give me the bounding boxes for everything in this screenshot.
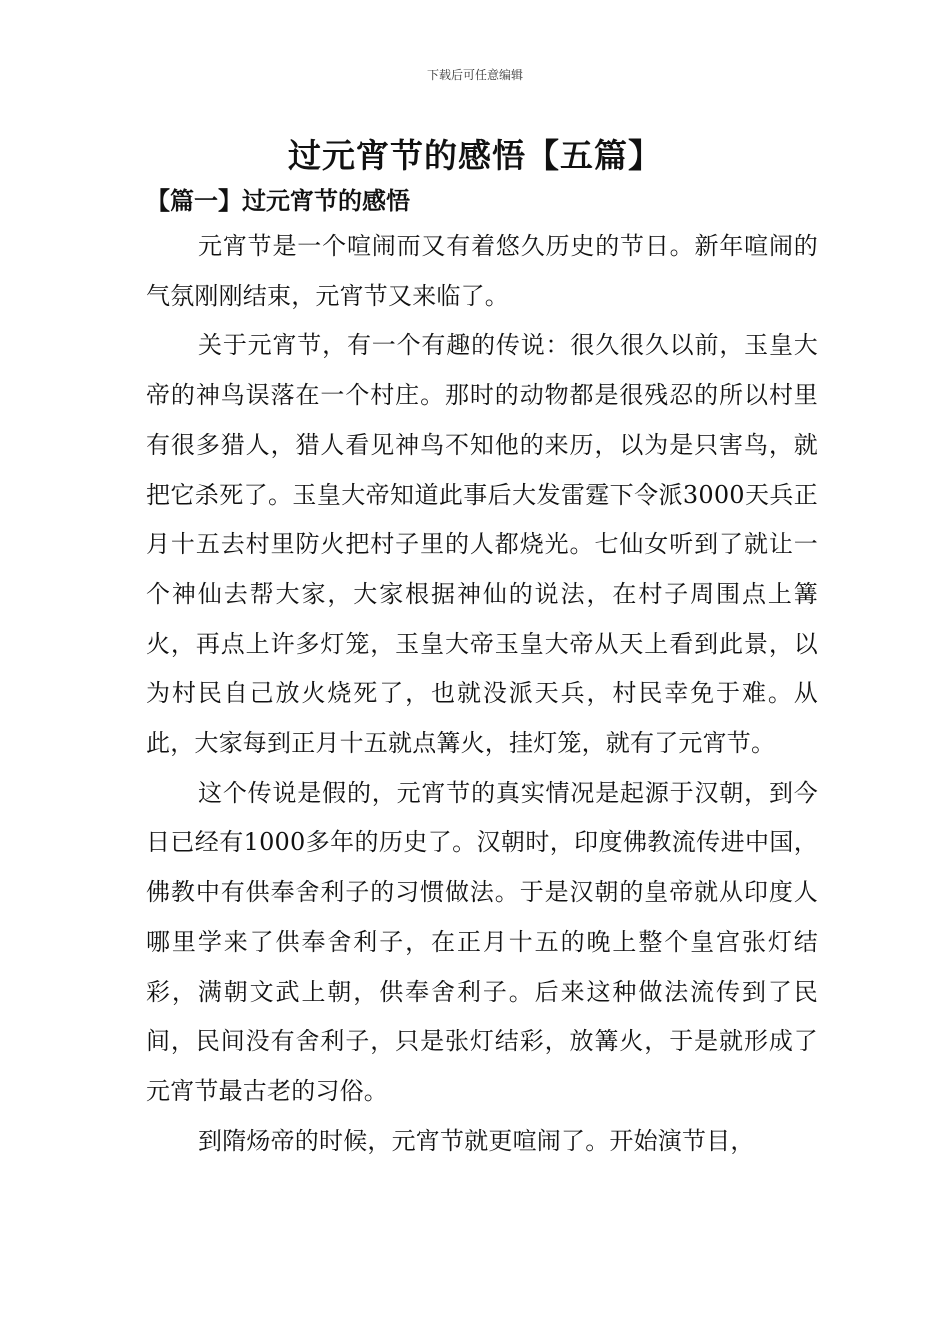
document-title: 过元宵节的感悟【五篇】 <box>288 136 662 175</box>
document-body <box>146 222 818 1166</box>
header-note: 下载后可任意编辑 <box>426 68 523 82</box>
paragraph-4: 到隋炀帝的时候，元宵节就更喧闹了。开始演节目， <box>198 1126 755 1155</box>
paragraph-3: 这个传说是假的，元宵节的真实情况是起源于汉朝，到今日已经有1000多年的历史了。汉朝时，印度佛教流传进中国，佛教中有供奉舍利子的习惯做法。于是汉朝的皇帝就从印度人哪里学来了供奉舍利子，在正月十五的晚上整个皇宫张灯结彩，满朝文武上朝，供奉舍利子。后来这种做法流传到了民间，民间没有舍利子，只是张灯结彩，放篝火，于是就形成了元宵节最古老的习俗。 <box>146 778 818 1105</box>
section-heading: 【篇一】过元宵节的感悟 <box>146 186 410 215</box>
paragraph-1: 元宵节是一个喧闹而又有着悠久历史的节日。新年喧闹的气氛刚刚结束，元宵节又来临了。 <box>146 232 818 310</box>
paragraph-2: 关于元宵节，有一个有趣的传说：很久很久以前，玉皇大帝的神鸟误落在一个村庄。那时的动物都是很残忍的所以村里有很多猎人，猎人看见神鸟不知他的来历，以为是只害鸟，就把它杀死了。玉皇大帝知道此事后大发雷霆下令派3000天兵正月十五去村里防火把村子里的人都烧光。七仙女听到了就让一个神仙去帮大家，大家根据神仙的说法，在村子周围点上篝火，再点上许多灯笼，玉皇大帝玉皇大帝从天上看到此景，以为村民自己放火烧死了，也就没派天兵，村民幸免于难。从此，大家每到正月十五就点篝火，挂灯笼，就有了元宵节。 <box>146 331 818 758</box>
